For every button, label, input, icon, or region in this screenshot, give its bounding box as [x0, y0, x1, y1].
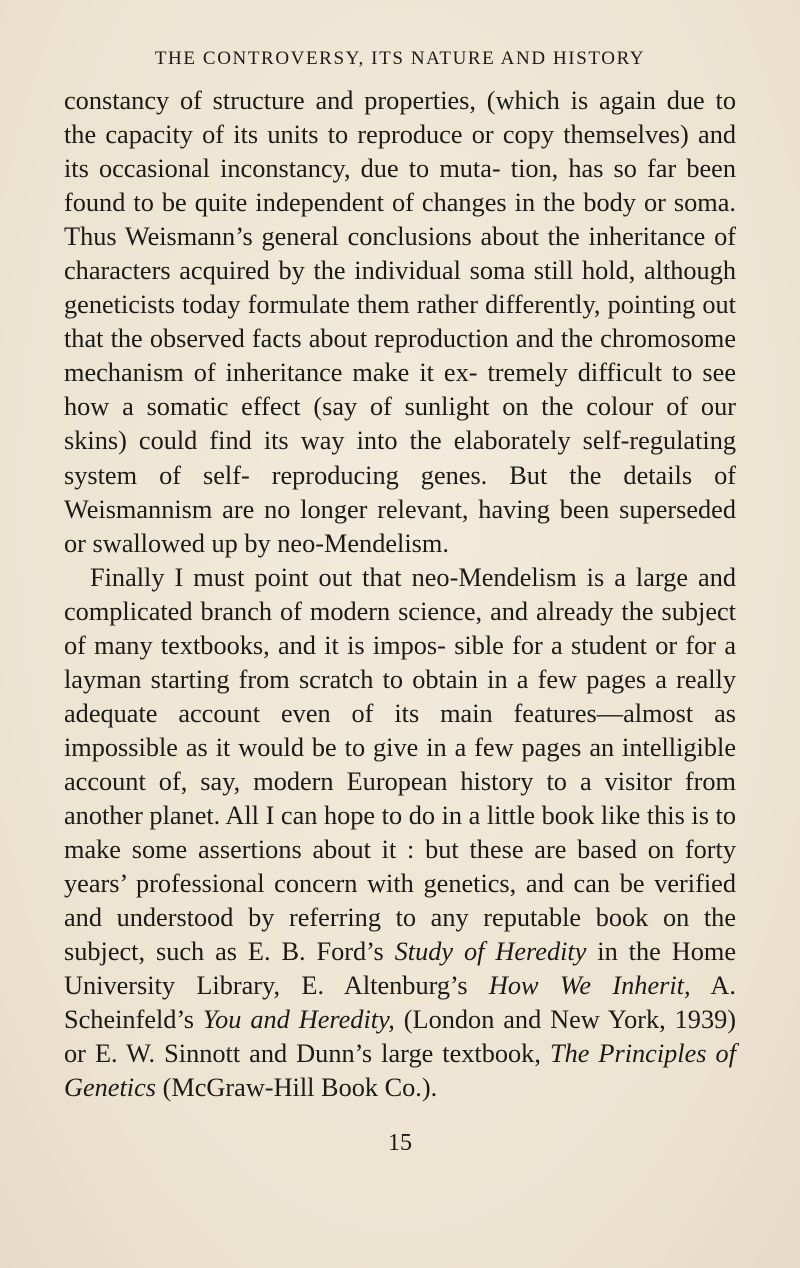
paragraph-2-text-4: (London and New York, 1939) or E. W. Sinnott and Dunn’s large textbook, — [64, 1005, 736, 1069]
book-title-you-and-heredity: You and Heredity, — [202, 1005, 395, 1035]
paragraph-2-text-1: Finally I must point out that neo-Mendelism is a large and complicated branch of modern science, and already the subject of many textbooks, and it is impos- sible for a student or for a layman starting from scratch to obtain in a few pages a really adequate account even of its main features—almost as impossible as it would be to give in a few pages an intelligible account of, say, modern European history to a visitor from another planet. All I can hope to do in a little book like this is to make some assertions about it : but these are based on forty years’ professional concern with genetics, and can be verified and understood by referring to any reputable book on the subject, such as E. B. Ford’s — [64, 562, 736, 967]
paragraph-2 — [64, 561, 736, 1106]
paragraph-2-text-2: in the Home University Library, E. Altenburg’s — [64, 937, 736, 1001]
running-head: THE CONTROVERSY, ITS NATURE AND HISTORY — [154, 48, 646, 69]
paragraph-1: constancy of structure and properties, (which is again due to the capacity of its units to reproduce or copy themselves) and its occasional inconstancy, due to muta- tion, has so far been found to be quite independent of changes in the body or soma. Thus Weismann’s general conclusions about the inheritance of characters acquired by the individual soma still hold, although geneticists today formulate them rather differently, pointing out that the observed facts about reproduction and the chromosome mechanism of inheritance make it ex- tremely difficult to see how a somatic effect (say of sunlight on the colour of our skins) could find its way into the elaborately self-regulating system of self- reproducing genes. But the details of Weismannism are no longer relevant, having been superseded or swallowed up by neo-Mendelism. — [64, 86, 736, 558]
book-title-principles-of-genetics: The Principles of Genetics — [64, 1039, 736, 1103]
book-title-how-we-inherit: How We Inherit, — [488, 971, 691, 1001]
paragraph-2-text-3: A. Scheinfeld’s — [64, 971, 736, 1035]
body-text — [64, 84, 736, 1105]
page-number: 15 — [388, 1130, 412, 1156]
paragraph-2-text-5: (McGraw-Hill Book Co.). — [156, 1073, 438, 1103]
book-title-study-of-heredity: Study of Heredity — [394, 937, 587, 967]
